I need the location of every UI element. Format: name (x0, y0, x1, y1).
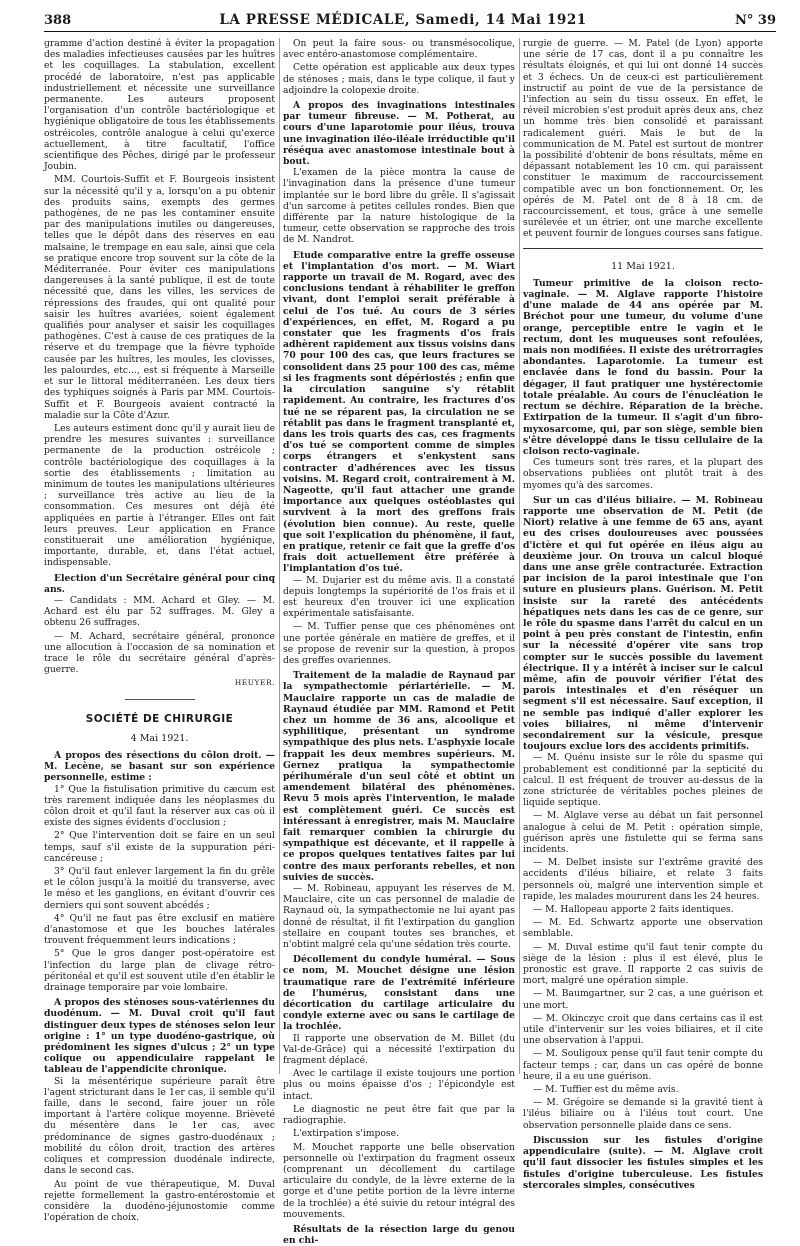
paragraph: — M. Tuffier pense que ces phénomènes ont une portée générale en matière de greffes, et il se propose de revenir sur la question, à propos des greffes ovariennes. (283, 621, 515, 666)
paragraph: Au point de vue thérapeutique, M. Duval rejette formellement la gastro-entérostomie et considère la duodéno-jéjunostomie comme l'opération de choix. (44, 1178, 275, 1224)
paragraph: — M. Tuffier est du même avis. (533, 1084, 679, 1096)
paragraph: Si la mésentérique supérieure paraît être l'agent stricturant dans le 1er cas, il semble qu'il faille, dans le second, faire jouer un rôle important à l'artère colique moyenne. Brièveté du mésentère dans le 1er cas, avec prédominance de signes gastro-duodénaux ; mobilité du côlon droit, traction des artères coliques et compression duodénale indirecte, dans le second cas. (44, 1075, 275, 1177)
column-divider (519, 38, 520, 1074)
heading: A propos des sténoses sous-vatériennes du duodénum. — M. Duval croit qu'il faut distinguer deux types de sténoses selon leur origine : 1° un type duodéno-gastrique, où prédominent les signes d'ulcus ; 2° un type colique ou appendiculaire rappelant le tableau de l'appendicite chronique. (44, 997, 275, 1076)
column-divider (279, 38, 280, 1074)
heading: Résultats de la résection large du genou en chi- (283, 1223, 515, 1246)
paragraph: Le diagnostic ne peut être fait que par la radiographie. (283, 1103, 515, 1127)
paragraph: 5° Que le gros danger post-opératoire est l'infection du large plan de clivage rétro-péritonéal et qu'il est souvent utile d'en établir le drainage temporaire par voie lombaire. (44, 948, 275, 994)
heading: Sur un cas d'iléus biliaire. — M. Robineau rapporte une observation de M. Petit (de Niort) relative à une femme de 65 ans, ayant eu des crises douloureuses avec poussées d'ictère et qui fut opérée en iléus aigu au deuxième jour. On trouva un calcul bloqué dans une anse grêle contracturée. Extraction par incision de la paroi intestinale que l'on suture en plusieurs plans. Guérison. M. Petit insiste sur la rareté des antécédents hépatiques nets dans les cas de ce genre, sur le rôle du spasme dans l'arrêt du calcul en un point à peu près constant de l'intestin, enfin sur la nécessité d'opérer vite sans trop compter sur le succès possible du lavement électrique. Il y a intérêt à inciser sur le calcul même, afin de pouvoir vérifier l'état des parois intestinales et d'en réséquer un segment s'il est nécessaire. Sauf exception, il ne semble pas indiqué d'aller explorer les voies biliaires, ni même d'intervenir secondairement sur la vésicule, presque toujours exclue lors des accidents primitifs. (523, 494, 763, 753)
heading: Décollement du condyle huméral. — Sous ce nom, M. Mouchet désigne une lésion traumatique rare de l'extrémité inférieure de l'humérus, consistant dans une décortication du cartilage articulaire du condyle externe avec ou sans le cartilage de la trochlée. (283, 954, 515, 1033)
heading: A propos des résections du côlon droit. — M. Lecène, se basant sur son expérience personnelle, estime : (44, 749, 275, 784)
paragraph: — M. Alglave verse au débat un fait personnel analogue à celui de M. Petit : opération simple, guérison après une fistulette qui se ferma sans incidents. (523, 810, 763, 856)
column-2 (283, 38, 515, 1246)
journal-title: LA PRESSE MÉDICALE, Samedi, 14 Mai 1921 (219, 12, 587, 28)
divider (523, 248, 763, 249)
paragraph: M. Mouchet rapporte une belle observation personnelle où l'extirpation du fragment osseux (comprenant un décollement du cartilage articulaire du condyle, de la lèvre externe de la gorge et d'une petite portion de la lèvre interne de la trochlée) a été suivie du retour intégral des mouvements. (283, 1141, 515, 1220)
column-3 (523, 38, 763, 1191)
paragraph: On peut la faire sous- ou transmésocolique, avec entéro-anastomose complémentaire. (283, 38, 515, 61)
page-number: 388 (44, 13, 72, 28)
page-header (44, 10, 776, 32)
paragraph: Il rapporte une observation de M. Billet (du Val-de-Grâce) qui a nécessité l'extirpation du fragment déplacé. (283, 1032, 515, 1067)
paragraph: — M. Duval estime qu'il faut tenir compte du siège de la lésion : plus il est élevé, plus le pronostic est grave. Il rapporte 2 cas suivis de mort, malgré une opération simple. (523, 941, 763, 987)
paragraph: gramme d'action destiné à éviter la propagation des maladies infectieuses causées par les huîtres et les coquillages. La stabulation, excellent procédé de laboratoire, n'est pas applicable industriellement et nécessite une surveillance permanente. Les auteurs proposent l'organisation d'un contrôle bactériologique et hygiénique obligatoire de tous les établissements ostréicoles, contrôle analogue à celui qu'exerce actuellement, à titre facultatif, l'office scientifique des Pêches, dirigé par le professeur Joubin. (44, 38, 275, 173)
paragraph: — M. Okinczyc croit que dans certains cas il est utile d'intervenir sur les voies biliaires, et il cite une observation à l'appui. (523, 1012, 763, 1047)
section-title: SOCIÉTÉ DE CHIRURGIE (85, 712, 234, 725)
session-date: 11 Mai 1921. (611, 260, 675, 272)
paragraph: — M. Quénu insiste sur le rôle du spasme qui probablement est conditionné par la septicité du calcul. Il est fréquent de trouver au-dessus de la zone stricturée de véritables poches pleines de liquide septique. (523, 752, 763, 809)
paragraph: — M. Achard, secrétaire général, prononce une allocution à l'occasion de sa nomination et trace le rôle du secrétaire général d'après-guerre. (44, 630, 275, 676)
paragraph: Cette opération est applicable aux deux types de sténoses ; mais, dans le type colique, il faut y adjoindre la colopexie droite. (283, 62, 515, 96)
signature: HEUYER. (234, 678, 275, 688)
paragraph: rurgie de guerre. — M. Patel (de Lyon) apporte une série de 17 cas, dont il a pu connaître les résultats éloignés, et qui lui ont donné 14 succès et 3 échecs. Un de ceux-ci est particulièrement instructif au point de vue de la persistance de l'infection au sein du tissu osseux. En effet, le réveil microbien s'est produit après deux ans, chez un homme très bien consolidé et paraissant radicalement guéri. Mais le but de la communication de M. Patel est surtout de montrer la possibilité d'obtenir de bons résultats, même en dépassant notablement les 10 cm. qui paraissent constituer le maximum de raccourcissement compatible avec un bon fonctionnement. Or, les opérés de M. Patel ont de 8 à 18 cm. de raccourcissement, et tous, grâce à une semelle surélevée et un étrier, ont une marche excellente et peuvent fournir de longues courses sans fatigue. (523, 38, 763, 240)
paragraph: — M. Baumgartner, sur 2 cas, a une guérison et une mort. (523, 988, 763, 1011)
divider (125, 699, 195, 700)
heading: Etude comparative entre la greffe osseuse et l'implantation d'os mort. — M. Wiart rapporte un travail de M. Rogard, avec des conclusions tendant à réhabiliter le greffon vivant, dont l'emploi serait préférable à celui de l'os tué. Au cours de 3 séries d'expériences, en effet, M. Rogard a pu constater que les fragments d'os frais adhèrent rapidement aux tissus voisins dans 70 pour 100 des cas, que leurs fractures se consolident dans 25 pour 100 des cas, même si les fragments sont dépériostés ; enfin que la circulation sanguine s'y rétablit rapidement. Au contraire, les fractures d'os tué ne se réparent pas, la circulation ne se rétablit pas dans le fragment transplanté et, dans les trois quarts des cas, ces fragments d'os tué se comportent comme de simples corps étrangers et s'enkystent sans contracter d'adhérences avec les tissus voisins. M. Regard croit, contrairement à M. Nageotte, qu'il faut attacher une grande importance aux quelques ostéoblastes qui survivent à la mort des greffons frais (évolution bien connue). Au reste, quelle que soit l'explication du phénomène, il faut, en pratique, retenir ce fait que la greffe d'os frais doit actuellement être préférée à l'implantation d'os tué. (283, 249, 515, 575)
heading: Tumeur primitive de la cloison recto-vaginale. — M. Alglave rapporte l'histoire d'une malade de 44 ans opérée par M. Bréchot pour une tumeur, du volume d'une orange, perceptible entre le vagin et le rectum, dont les muqueuses sont refoulées, mais non modifiées. Il existe des urétrorragies abondantes. Laparotomie. La tumeur est enclavée dans le fond du bassin. Pour la dégager, il faut pratiquer une hystérectomie totale préalable. Au cours de l'énucléation le rectum se déchire. Réparation de la brèche. Extirpation de la tumeur. Il s'agit d'un fibro-myxosarcome, qui, par son siège, semble bien s'être développé dans le tissu cellulaire de la cloison recto-vaginale. (523, 277, 763, 457)
heading: A propos des invaginations intestinales par tumeur fibreuse. — M. Potherat, au cours d'une laparotomie pour iléus, trouva une invagination iléo-iléale irréductible qu'il réséqua avec anastomose intestinale bout à bout. (283, 100, 515, 168)
paragraph: Avec le cartilage il existe toujours une portion plus ou moins épaisse d'os ; l'épicondyle est intact. (283, 1068, 515, 1102)
paragraph: — Candidats : MM. Achard et Gley. — M. Achard est élu par 52 suffrages. M. Gley a obtenu 26 suffrages. (44, 594, 275, 629)
paragraph: 1° Que la fistulisation primitive du cæcum est très rarement indiquée dans les néoplasmes du côlon droit et qu'il faut la réserver aux cas où il existe des signes évidents d'occlusion ; (44, 783, 275, 829)
column-1 (44, 38, 275, 1224)
paragraph: 4° Qu'il ne faut pas être exclusif en matière d'anastomose et que les bouches latérales trouvent fréquemment leurs indications ; (44, 912, 275, 947)
paragraph: — M. Grégoire se demande si la gravité tient à l'iléus biliaire ou à l'iléus tout court. Une observation personnelle plaide dans ce sens. (523, 1097, 763, 1131)
session-date: 4 Mai 1921. (130, 732, 189, 744)
paragraph: — M. Robineau, appuyant les réserves de M. Mauclaire, cite un cas personnel de maladie de Raynaud où, la sympathectomie ne lui ayant pas donné de résultat, il fit l'extirpation du ganglion stellaire en coupant toutes ses branches, et n'obtint malgré cela qu'une sédation très courte. (283, 883, 515, 951)
heading: Discussion sur les fistules d'origine appendiculaire (suite). — M. Alglave croit qu'il faut dissocier les fistules simples et les fistules d'origine tuberculeuse. Les fistules stercorales simples, consécutives (523, 1134, 763, 1191)
paragraph: — M. Ed. Schwartz apporte une observation semblable. (523, 917, 763, 940)
paragraph: 2° Que l'intervention doit se faire en un seul temps, sauf s'il existe de la suppuration péri-cancéreuse ; (44, 830, 275, 864)
paragraph: L'extirpation s'impose. (293, 1128, 400, 1140)
paragraph: L'examen de la pièce montra la cause de l'invagination dans la présence d'une tumeur implantée sur le bord libre du grêle. Il s'agissait d'un sarcome à petites cellules rondes. Bien que différente par la nature histologique de la tumeur, cette observation se rapproche des trois de M. Nandrot. (283, 167, 515, 246)
paragraph: Les auteurs estiment donc qu'il y aurait lieu de prendre les mesures suivantes : surveillance permanente de la production ostréicole ; contrôle bactériologique des coquillages à la sortie des établissements ; limitation au minimum de toutes les manipulations ultérieures ; surveillance très active au lieu de la consommation. Ces mesures ont déjà été appliquées en partie à l'étranger. Elles ont fait leurs preuves. Leur application en France constituerait une amélioration hygiénique, importante, durable, et, dans l'état actuel, indispensable. (44, 422, 275, 569)
heading: Traitement de la maladie de Raynaud par la sympathectomie périartérielle. — M. Mauclaire rapporte un cas de maladie de Raynaud étudiée par MM. Ramond et Petit chez un homme de 36 ans, alcoolique et syphilitique, présentant un syndrome sympathique des plus nets. L'asphyxie locale frappait les deux membres supérieurs. M. Gernez pratiqua la sympathectomie périhumérale d'un seul côté et obtint un amendement bilatéral des phénomènes. Revu 5 mois après l'intervention, le malade est complètement guéri. Ce succès est intéressant à enregistrer, mais M. Mauclaire fait remarquer combien la chirurgie du sympathique est décevante, et il rappelle à ce propos quelques tentatives faites par lui contre des maux perforants rebelles, et non suivies de succès. (283, 670, 515, 883)
heading: Election d'un Secrétaire général pour cinq ans. (44, 572, 275, 595)
paragraph: 3° Qu'il faut enlever largement la fin du grêle et le côlon jusqu'à la moitié du transverse, avec le méso et les ganglions, en évitant d'ouvrir ces derniers qui sont souvent abcédés ; (44, 866, 275, 911)
issue-number: N° 39 (734, 13, 776, 28)
paragraph: — M. Souligoux pense qu'il faut tenir compte du facteur temps ; car, dans un cas opéré de bonne heure, il a eu une guérison. (523, 1048, 763, 1082)
paragraph: — M. Hallopeau apporte 2 faits identiques. (533, 904, 734, 916)
paragraph: — M. Delbet insiste sur l'extrême gravité des accidents d'iléus biliaire, et relate 3 faits personnels où, malgré une intervention simple et rapide, les malades moururent dans les 24 heures. (523, 857, 763, 902)
paragraph: Ces tumeurs sont très rares, et la plupart des observations publiées ont plutôt trait à des myomes qu'à des sarcomes. (523, 457, 763, 491)
paragraph: MM. Courtois-Suffit et F. Bourgeois insistent sur la nécessité qu'il y a, lorsqu'on a pu obtenir des produits sains, exempts des germes pathogènes, de ne pas les contaminer ensuite par des manipulations inutiles ou dangereuses, telles que le dépôt dans des réserves en eau malsaine, le trempage en eau sale, ainsi que cela se pratique encore trop souvent sur la côte de la Méditerranée. Pour éviter ces manipulations dangereuses à la santé publique, il est de toute nécessité que, dans les villes, les services de répressions des fraudes, qui ont qualité pour saisir les huîtres avariées, soient également qualifiés pour analyser et saisir les coquillages pathogènes. C'est à cause de ces pratiques de la réserve et du trempage que la fièvre typhoïde causée par les huîtres, les moules, les clovisses, les palourdes, etc..., est si fréquente à Marseille et sur le littoral méditerranéen. Les deux tiers des typhiques soignés à Paris par MM. Courtois-Suffit et F. Bourgeois avaient contracté la maladie sur la Côte d'Azur. (44, 174, 275, 421)
paragraph: — M. Dujarier est du même avis. Il a constaté depuis longtemps la supériorité de l'os frais et il est heureux d'en trouver ici une explication expérimentale satisfaisante. (283, 574, 515, 620)
